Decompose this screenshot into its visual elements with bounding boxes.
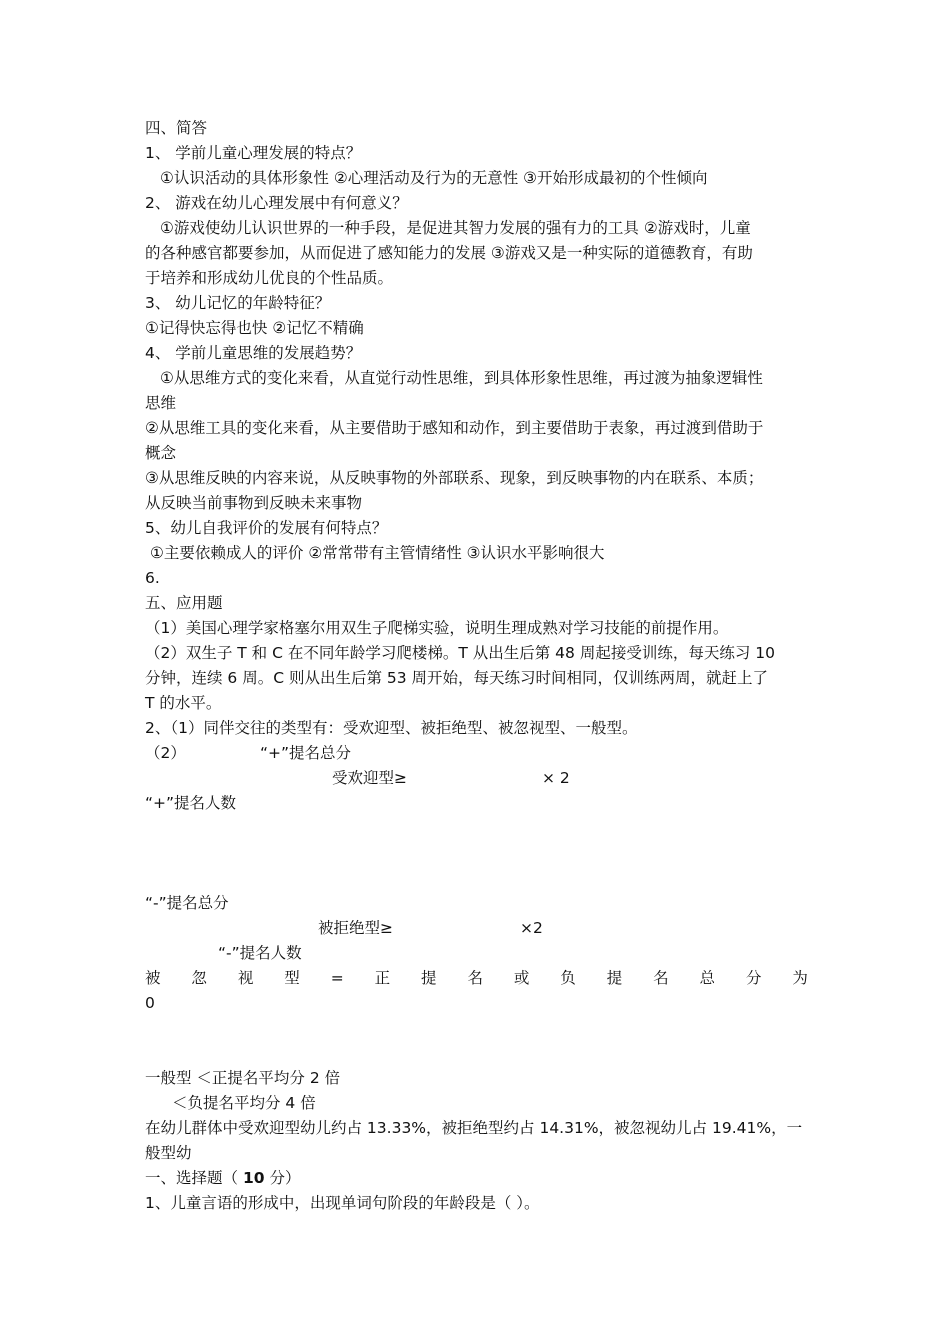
average-type-line-1: 一般型 ＜正提名平均分 2 倍 — [145, 1069, 341, 1087]
neglected-char: 提 — [606, 969, 623, 987]
neglected-char: 被 — [145, 969, 161, 987]
popular-multiplier: × 2 — [542, 769, 570, 787]
application-1-2-line-3: T 的水平。 — [145, 694, 222, 712]
answer-1: ①认识活动的具体形象性 ②心理活动及行为的无意性 ③开始形成最初的个性倾向 — [160, 169, 708, 187]
mc-heading-suffix: 分） — [264, 1169, 301, 1187]
plus-nomination-total: “+”提名总分 — [260, 744, 352, 762]
minus-nomination-count: “-”提名人数 — [218, 944, 302, 962]
answer-4-line-1: ①从思维方式的变化来看，从直觉行动性思维，到具体形象性思维，再过渡为抽象逻辑性 — [160, 369, 763, 387]
neglected-char: 正 — [374, 969, 391, 987]
section-heading-application: 五、应用题 — [145, 594, 223, 612]
neglected-char: 总 — [699, 969, 716, 987]
neglected-char: 提 — [421, 969, 437, 987]
statistics-line-2: 般型幼 — [145, 1144, 192, 1162]
neglected-char: = — [330, 969, 344, 987]
neglected-char: 分 — [745, 969, 762, 987]
answer-4-line-2: 思维 — [145, 394, 177, 412]
answer-4-line-3: ②从思维工具的变化来看，从主要借助于感知和动作，到主要借助于表象，再过渡到借助于 — [145, 419, 764, 437]
answer-5: ①主要依赖成人的评价 ②常常带有主管情绪性 ③认识水平影响很大 — [150, 544, 605, 562]
question-2: 2、 游戏在幼儿心理发展中有何意义？ — [145, 194, 408, 212]
neglected-char: 名 — [467, 969, 483, 987]
question-4: 4、 学前儿童思维的发展趋势？ — [145, 344, 362, 362]
neglected-char: 名 — [653, 969, 669, 987]
question-3: 3、 幼儿记忆的年龄特征？ — [145, 294, 331, 312]
minus-nomination-total: “-”提名总分 — [145, 894, 229, 912]
neglected-char: 忽 — [191, 969, 207, 987]
application-1-1: （1）美国心理学家格塞尔用双生子爬梯实验，说明生理成熟对学习技能的前提作用。 — [145, 619, 729, 637]
neglected-type-line — [145, 967, 808, 989]
answer-2-line-3: 于培养和形成幼儿优良的个性品质。 — [145, 269, 394, 287]
application-1-2-line-1: （2）双生子 T 和 C 在不同年龄学习爬楼梯。T 从出生后第 48 周起接受训练，每天练习 10 — [145, 644, 775, 662]
rejected-type-label: 被拒绝型≥ — [318, 919, 393, 937]
plus-nomination-count: “+”提名人数 — [145, 794, 237, 812]
application-2-2-label: （2） — [145, 744, 186, 762]
application-2-1: 2、（1）同伴交往的类型有：受欢迎型、被拒绝型、被忽视型、一般型。 — [145, 719, 638, 737]
question-6: 6. — [145, 569, 160, 587]
answer-4-line-6: 从反映当前事物到反映未来事物 — [145, 494, 363, 512]
question-5: 5、幼儿自我评价的发展有何特点？ — [145, 519, 388, 537]
answer-2-line-1: ①游戏使幼儿认识世界的一种手段，是促进其智力发展的强有力的工具 ②游戏时，儿童 — [160, 219, 751, 237]
average-type-line-2: ＜负提名平均分 4 倍 — [172, 1094, 316, 1112]
neglected-char: 为 — [792, 969, 808, 987]
mc-heading-points: 10 — [242, 1169, 265, 1187]
neglected-char: 型 — [284, 969, 300, 987]
mc-heading-prefix: 一、选择题（ — [145, 1169, 243, 1187]
question-1: 1、 学前儿童心理发展的特点？ — [145, 144, 362, 162]
answer-4-line-4: 概念 — [145, 444, 177, 462]
answer-2-line-2: 的各种感官都要参加，从而促进了感知能力的发展 ③游戏又是一种实际的道德教育，有助 — [145, 244, 753, 262]
answer-4-line-5: ③从思维反映的内容来说，从反映事物的外部联系、现象，到反映事物的内在联系、本质； — [145, 469, 764, 487]
statistics-line-1: 在幼儿群体中受欢迎型幼儿约占 13.33%，被拒绝型约占 14.31%，被忽视幼儿占 19.41%，一 — [145, 1119, 803, 1137]
neglected-type-value: 0 — [145, 994, 155, 1012]
mc-question-1: 1、儿童言语的形成中，出现单词句阶段的年龄段是（ ）。 — [145, 1194, 540, 1212]
neglected-char: 或 — [513, 969, 530, 987]
answer-3: ①记得快忘得也快 ②记忆不精确 — [145, 319, 364, 337]
neglected-char: 视 — [237, 969, 254, 987]
neglected-char: 负 — [560, 969, 576, 987]
application-1-2-line-2: 分钟，连续 6 周。C 则从出生后第 53 周开始，每天练习时间相同，仅训练两周，就赶上了 — [145, 669, 769, 687]
section-heading-short-answer: 四、简答 — [145, 119, 208, 137]
section-heading-multiple-choice — [145, 1167, 810, 1189]
rejected-multiplier: ×2 — [520, 919, 543, 937]
popular-type-label: 受欢迎型≥ — [332, 769, 407, 787]
